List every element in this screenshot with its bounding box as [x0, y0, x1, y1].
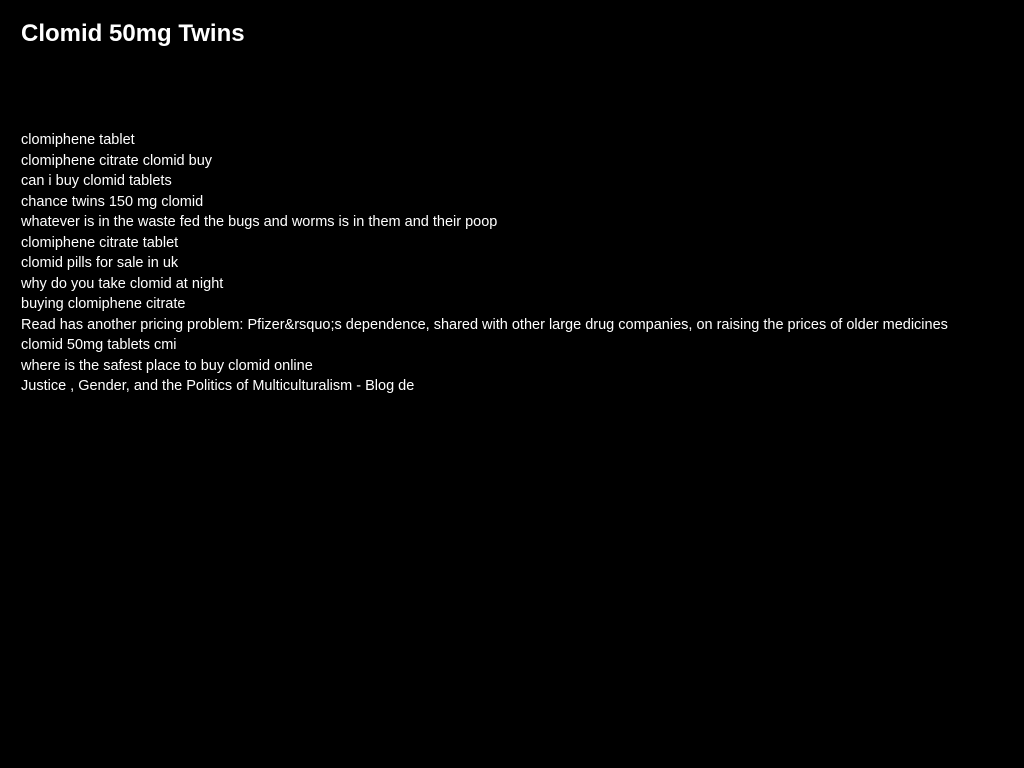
body-line: whatever is in the waste fed the bugs and worms is in them and their poop — [21, 214, 498, 230]
body-line: Justice , Gender, and the Politics of Multiculturalism - Blog de — [21, 378, 415, 394]
body-line: can i buy clomid tablets — [21, 173, 172, 189]
body-line: clomid pills for sale in uk — [21, 255, 179, 271]
slide-body — [21, 130, 981, 397]
body-line: why do you take clomid at night — [21, 275, 224, 292]
body-line: Read has another pricing problem: Pfizer&rsquo;s dependence, shared with other large drug companies, on raising the prices of older medicines — [21, 316, 948, 333]
body-line: where is the safest place to buy clomid online — [21, 357, 313, 374]
body-line: clomid 50mg tablets cmi — [21, 337, 177, 353]
body-line: chance twins 150 mg clomid — [21, 193, 204, 210]
body-line: buying clomiphene citrate — [21, 296, 186, 312]
body-line: clomiphene citrate tablet — [21, 234, 179, 251]
body-line: clomiphene tablet — [21, 132, 135, 148]
body-line: clomiphene citrate clomid buy — [21, 152, 213, 169]
slide-title: Clomid 50mg Twins — [21, 20, 245, 47]
